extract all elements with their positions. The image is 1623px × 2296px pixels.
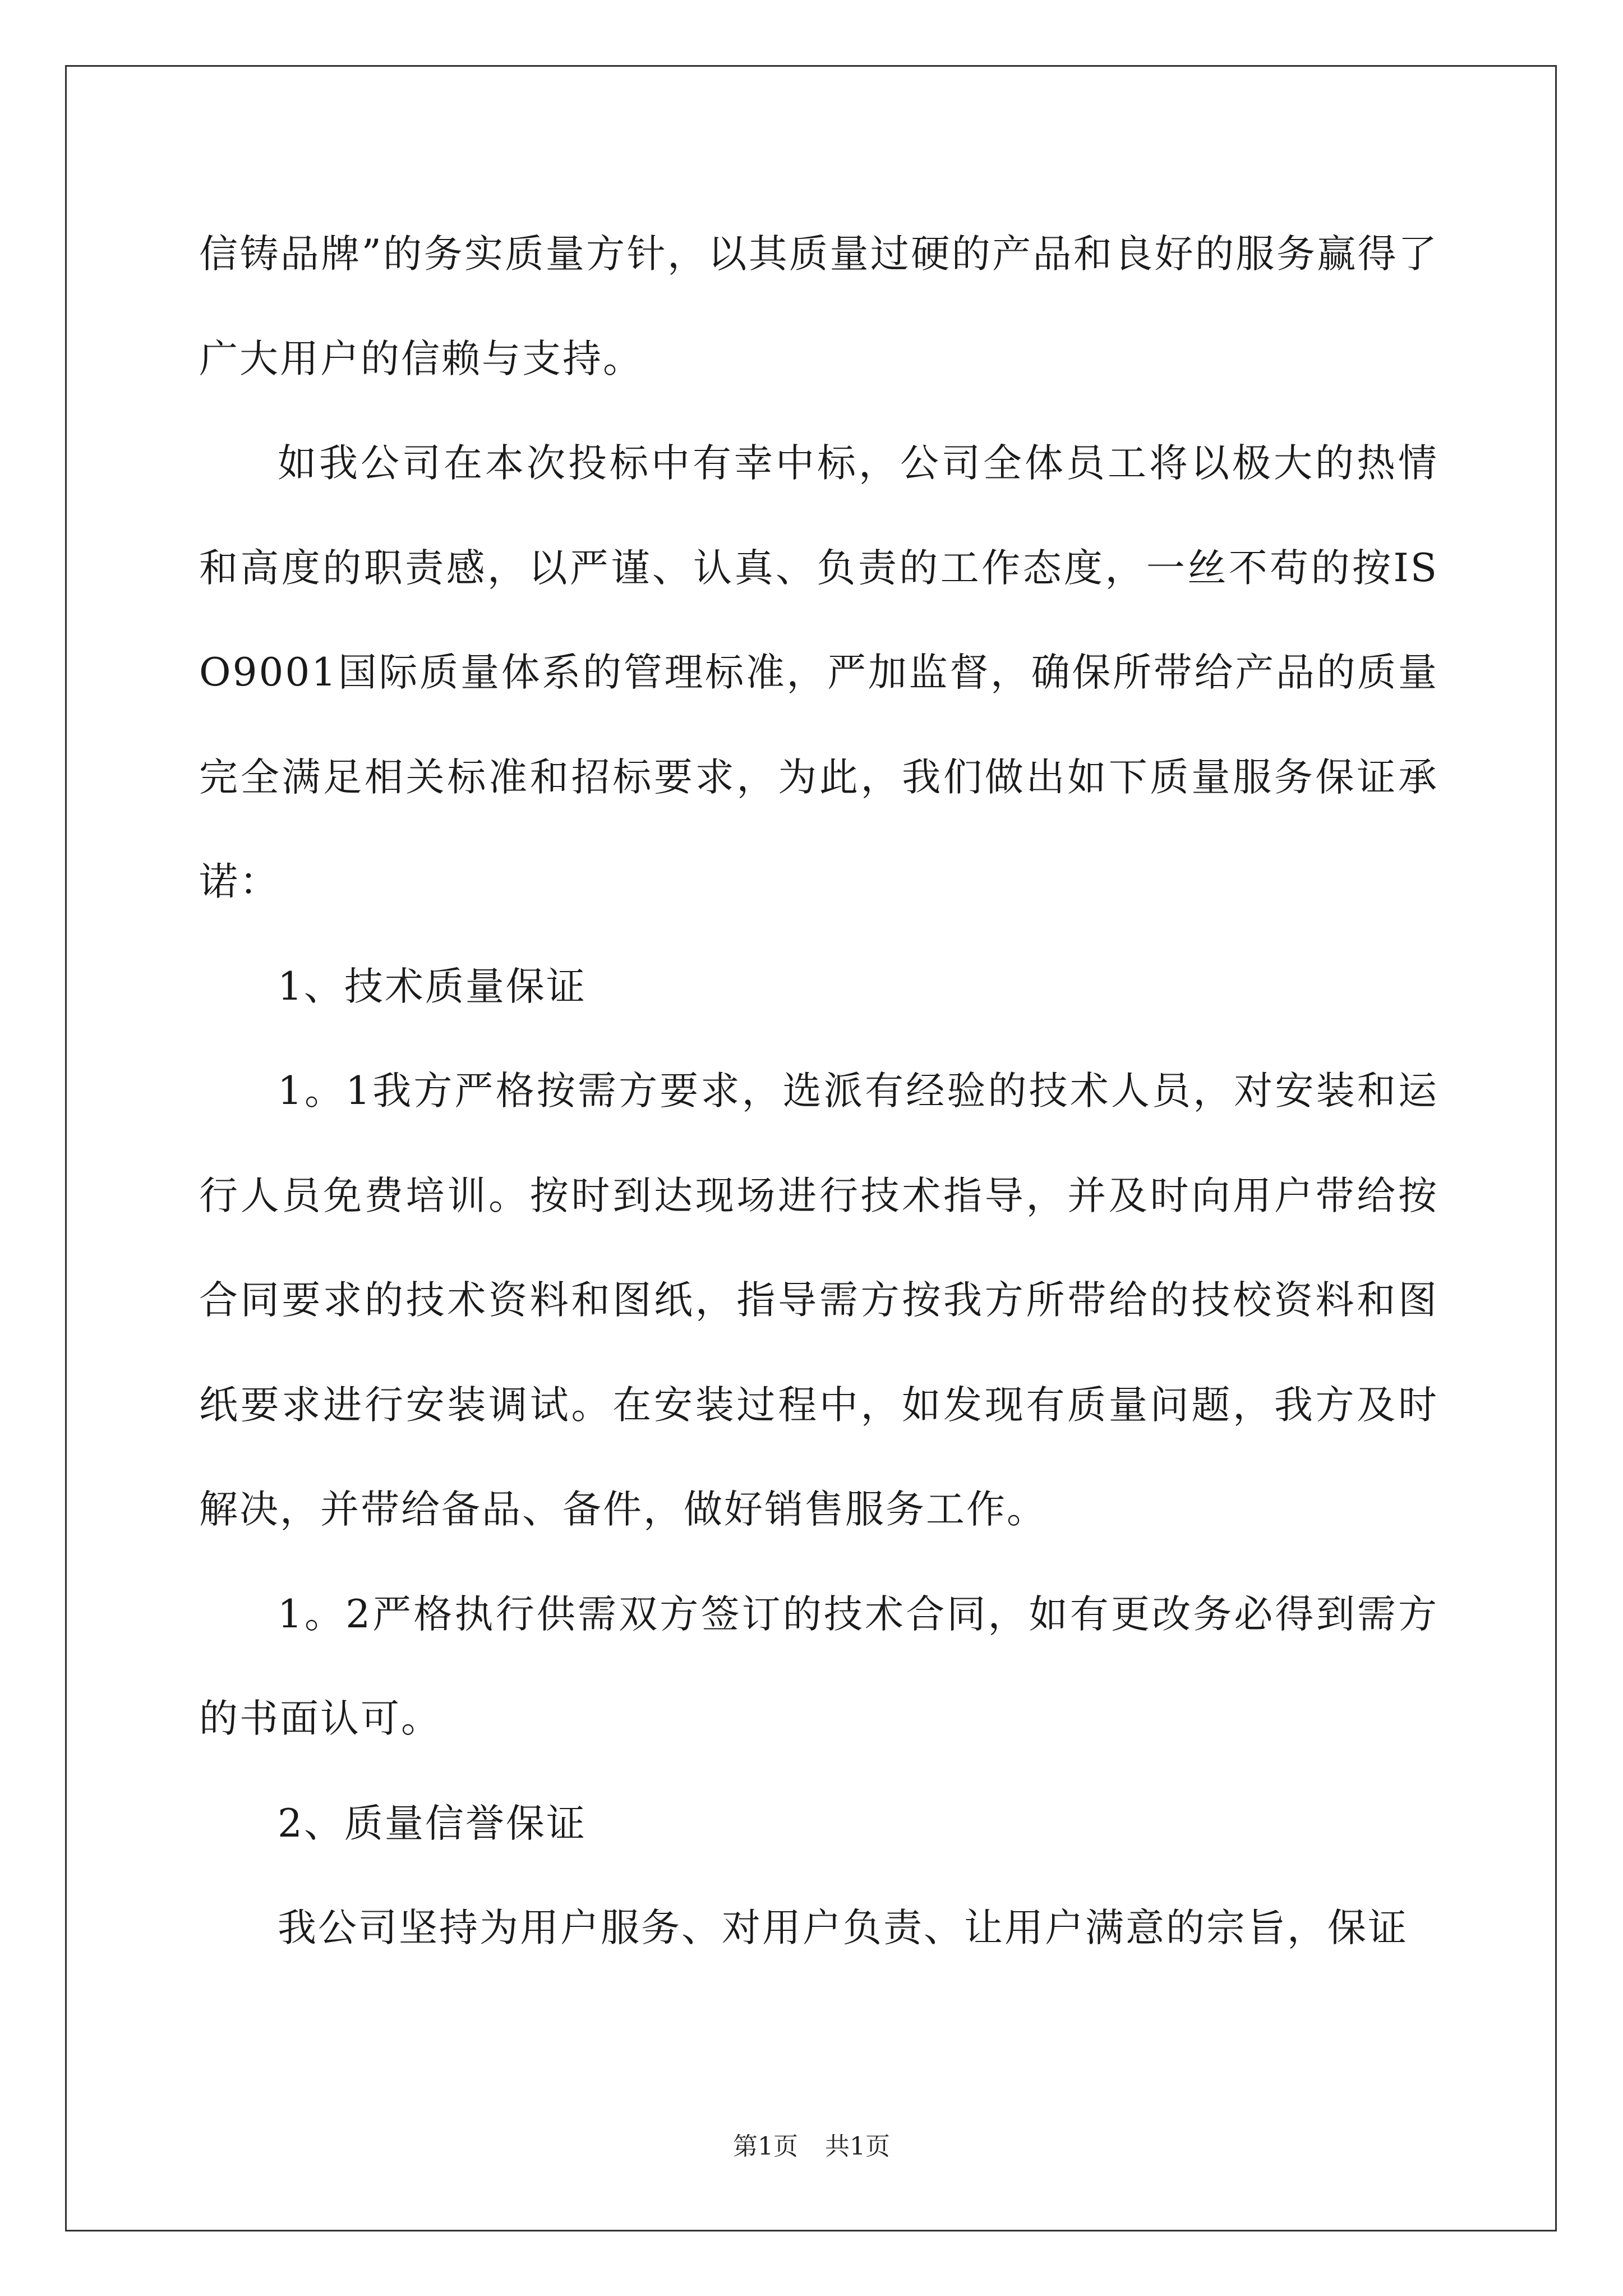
document-body [199, 202, 1438, 1981]
paragraph-2: 如我公司在本次投标中有幸中标，公司全体员工将以极大的热情和高度的职责感，以严谨、认真、负责的工作态度，一丝不苟的按ISO9001国际质量体系的管理标准，严加监督，确保所带给产品的质量完全满足相关标准和招标要求，为此，我们做出如下质量服务保证承诺： [199, 441, 1438, 904]
page-footer [0, 2126, 1623, 2162]
page-number: 第1页 [733, 2132, 798, 2161]
page-total: 共1页 [825, 2132, 890, 2161]
section-heading-2: 2、质量信誉保证 [278, 1801, 587, 1846]
paragraph-1: 信铸品牌”的务实质量方针，以其质量过硬的产品和良好的服务赢得了广大用户的信赖与支持。 [199, 232, 1438, 381]
paragraph-3: 1。1我方严格按需方要求，选派有经验的技术人员，对安装和运行人员免费培训。按时到达现场进行技术指导，并及时向用户带给按合同要求的技术资料和图纸，指导需方按我方所带给的技校资料和图纸要求进行安装调试。在安装过程中，如发现有质量问题，我方及时解决，并带给备品、备件，做好销售服务工作。 [199, 1069, 1438, 1532]
paragraph-4: 1。2严格执行供需双方签订的技术合同，如有更改务必得到需方的书面认可。 [199, 1591, 1438, 1741]
paragraph-5: 我公司坚持为用户服务、对用户负责、让用户满意的宗旨，保证 [278, 1906, 1408, 1950]
section-heading-1: 1、技术质量保证 [278, 964, 587, 1009]
